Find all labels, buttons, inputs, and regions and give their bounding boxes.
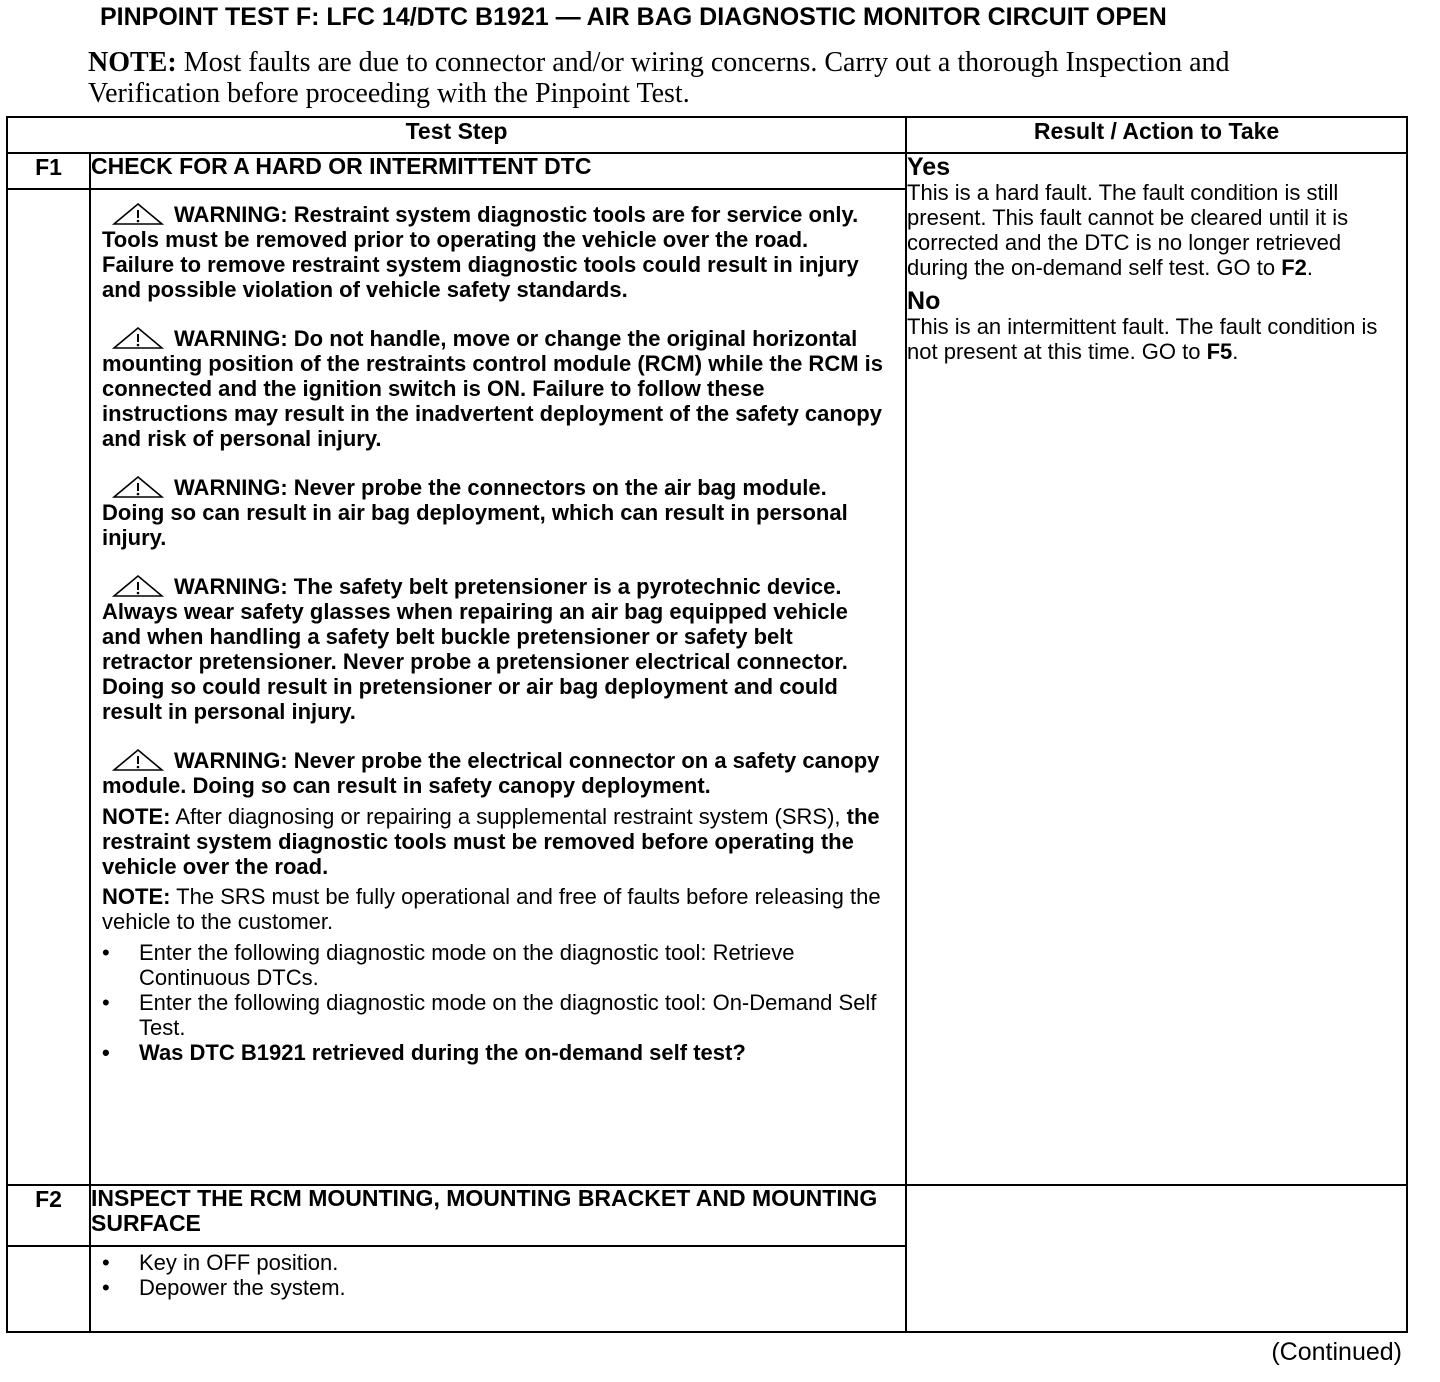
pinpoint-test-table <box>6 116 1408 1333</box>
list-item: • Enter the following diagnostic mode on the diagnostic tool: On-Demand Self Test. <box>102 990 877 1040</box>
step-body-f2 <box>90 1246 906 1332</box>
list-item: • Enter the following diagnostic mode on the diagnostic tool: Retrieve Continuous DTCs. <box>102 940 795 990</box>
header-test-step: Test Step <box>7 117 906 153</box>
step-f2-bullets <box>91 1250 905 1300</box>
warning-triangle-icon <box>112 202 164 224</box>
warning-triangle-icon <box>112 326 164 348</box>
step-title-f2: INSPECT THE RCM MOUNTING, MOUNTING BRACKET AND MOUNTING SURFACE <box>90 1185 906 1246</box>
step-id-f1: F1 <box>7 153 90 189</box>
result-yes-label: Yes <box>907 153 951 181</box>
step-body-id-f1 <box>7 189 90 1185</box>
page-title: PINPOINT TEST F: LFC 14/DTC B1921 — AIR BAG DIAGNOSTIC MONITOR CIRCUIT OPEN <box>100 3 1167 31</box>
list-item: • Key in OFF position. <box>102 1250 339 1275</box>
header-result-action: Result / Action to Take <box>906 117 1407 153</box>
step-f1-bullets <box>91 940 905 1065</box>
warning-2: WARNING: Do not handle, move or change the original horizontal mounting position of the restraints control module (RCM) while the RCM is connected and the ignition switch is ON. Failure to follow these instructions may result in the inadvertent deployment of the safety canopy and risk of personal injury. <box>102 326 883 451</box>
warning-1: WARNING: Restraint system diagnostic tools are for service only. Tools must be removed prior to operating the vehicle over the road. Failure to remove restraint system diagnostic tools could result in injury and possible violation of vehicle safety standards. <box>102 202 859 302</box>
warning-triangle-icon <box>112 574 164 596</box>
step-id-f2: F2 <box>7 1185 90 1246</box>
goto-f2-link[interactable]: F2 <box>1281 255 1307 280</box>
step-body-f1 <box>90 189 906 1185</box>
result-cell-f1 <box>906 153 1407 1185</box>
result-yes-text: This is a hard fault. The fault condition is still present. This fault cannot be cleared until it is corrected and the DTC is no longer retrieved during the on-demand self test. GO to F2. <box>907 180 1349 280</box>
step-body-id-f2 <box>7 1246 90 1332</box>
goto-f5-link[interactable]: F5 <box>1206 339 1233 364</box>
step-title-f1: CHECK FOR A HARD OR INTERMITTENT DTC <box>90 153 906 189</box>
result-no-text: This is an intermittent fault. The fault condition is not present at this time. GO to F5. <box>907 314 1378 364</box>
warning-4: WARNING: The safety belt pretensioner is a pyrotechnic device. Always wear safety glasses when repairing an air bag equipped vehicle and when handling a safety belt buckle pretensioner or safety belt retractor pretensioner. Never probe a pretensioner electrical connector. Doing so could result in pretensioner or air bag deployment and could result in personal injury. <box>102 574 848 724</box>
intro-note-text: Most faults are due to connector and/or wiring concerns. Carry out a thorough Inspection and Verification before proceeding with the Pinpoint Test. <box>88 47 1230 109</box>
warning-5: WARNING: Never probe the electrical connector on a safety canopy module. Doing so can result in safety canopy deployment. <box>102 748 880 798</box>
intro-note-label: NOTE: <box>88 47 177 78</box>
list-item: • Was DTC B1921 retrieved during the on-demand self test? <box>102 1040 746 1065</box>
warning-triangle-icon <box>112 748 164 770</box>
warning-triangle-icon <box>112 475 164 497</box>
result-no-label: No <box>907 287 941 315</box>
note-srs-tools: NOTE: After diagnosing or repairing a supplemental restraint system (SRS), the restraint system diagnostic tools must be removed before operating the vehicle over the road. <box>102 804 880 879</box>
note-srs-operational: NOTE: The SRS must be fully operational and free of faults before releasing the vehicle to the customer. <box>102 884 881 934</box>
continued-label: (Continued) <box>1271 1338 1402 1366</box>
intro-note <box>88 47 1238 109</box>
warning-3: WARNING: Never probe the connectors on the air bag module. Doing so can result in air bag deployment, which can result in personal injury. <box>102 475 848 550</box>
list-item: • Depower the system. <box>102 1275 346 1300</box>
result-cell-f2 <box>906 1185 1407 1332</box>
